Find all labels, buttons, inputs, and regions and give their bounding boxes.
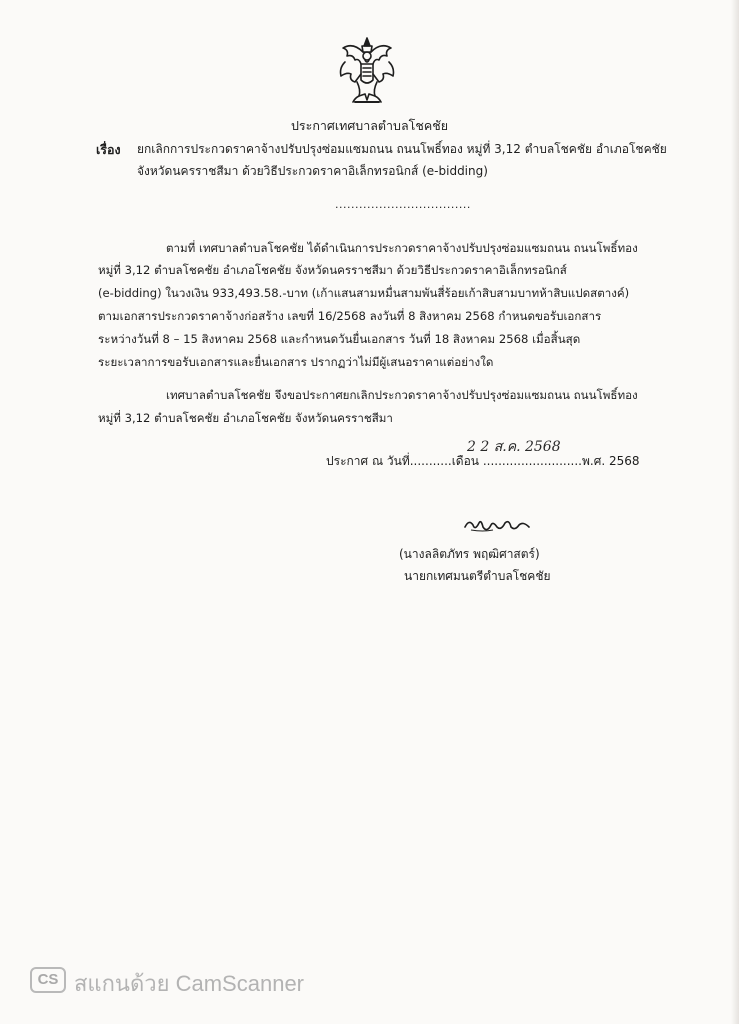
paragraph1-line-3: (e-bidding) ในวงเงิน 933,493.58.-บาท (เก้าแสนสามหมื่นสามพันสี่ร้อยเก้าสิบสามบาทห้าสิบแปดสตางค์): [98, 286, 630, 300]
subject-line-2: จังหวัดนครราชสีมา ด้วยวิธีประกวดราคาอิเล็กทรอนิกส์ (e-bidding): [137, 164, 488, 178]
subject-label: เรื่อง: [96, 142, 121, 157]
paragraph2-line-1: เทศบาลตำบลโชคชัย จึงขอประกาศยกเลิกประกวดราคาจ้างปรับปรุงซ่อมแซมถนน ถนนโพธิ์ทอง: [166, 388, 638, 402]
paragraph1-line-4: ตามเอกสารประกวดราคาจ้างก่อสร้าง เลขที่ 16/2568 ลงวันที่ 8 สิงหาคม 2568 กำหนดขอรับเอกสาร: [98, 309, 602, 323]
garuda-emblem-icon: [335, 34, 399, 104]
signatory-position: นายกเทศมนตรีตำบลโชคชัย: [404, 569, 551, 583]
handwritten-date: 2 2 ส.ค. 2568: [467, 439, 561, 455]
subject-line-1: ยกเลิกการประกวดราคาจ้างปรับปรุงซ่อมแซมถนน ถนนโพธิ์ทอง หมู่ที่ 3,12 ตำบลโชคชัย อำเภอโชคชัย: [137, 142, 667, 156]
paragraph1-line-2: หมู่ที่ 3,12 ตำบลโชคชัย อำเภอโชคชัย จังหวัดนครราชสีมา ด้วยวิธีประกวดราคาอิเล็กทรอนิกส์: [98, 263, 567, 277]
separator-dots: ..................................: [335, 198, 471, 211]
announcement-title: ประกาศเทศบาลตำบลโชคชัย: [290, 118, 449, 133]
paragraph1-line-1: ตามที่ เทศบาลตำบลโชคชัย ได้ดำเนินการประกวดราคาจ้างปรับปรุงซ่อมแซมถนน ถนนโพธิ์ทอง: [166, 241, 638, 255]
page-edge-shadow: [731, 0, 739, 1024]
handwritten-signature: [463, 515, 533, 535]
signatory-name: (นางลลิตภัทร พฤฒิศาสตร์): [399, 547, 540, 561]
announcement-date-line: ประกาศ ณ วันที่...........เดือน ..........................พ.ศ. 2568: [326, 454, 640, 468]
camscanner-watermark: สแกนด้วย CamScanner: [74, 971, 305, 996]
camscanner-logo-icon: CS: [30, 967, 66, 993]
paragraph1-line-6: ระยะเวลาการขอรับเอกสารและยื่นเอกสาร ปรากฏว่าไม่มีผู้เสนอราคาแต่อย่างใด: [98, 355, 494, 369]
paragraph1-line-5: ระหว่างวันที่ 8 – 15 สิงหาคม 2568 และกำหนดวันยื่นเอกสาร วันที่ 18 สิงหาคม 2568 เมื่อสิ้นสุด: [98, 332, 581, 346]
paragraph2-line-2: หมู่ที่ 3,12 ตำบลโชคชัย อำเภอโชคชัย จังหวัดนครราชสีมา: [98, 411, 393, 425]
